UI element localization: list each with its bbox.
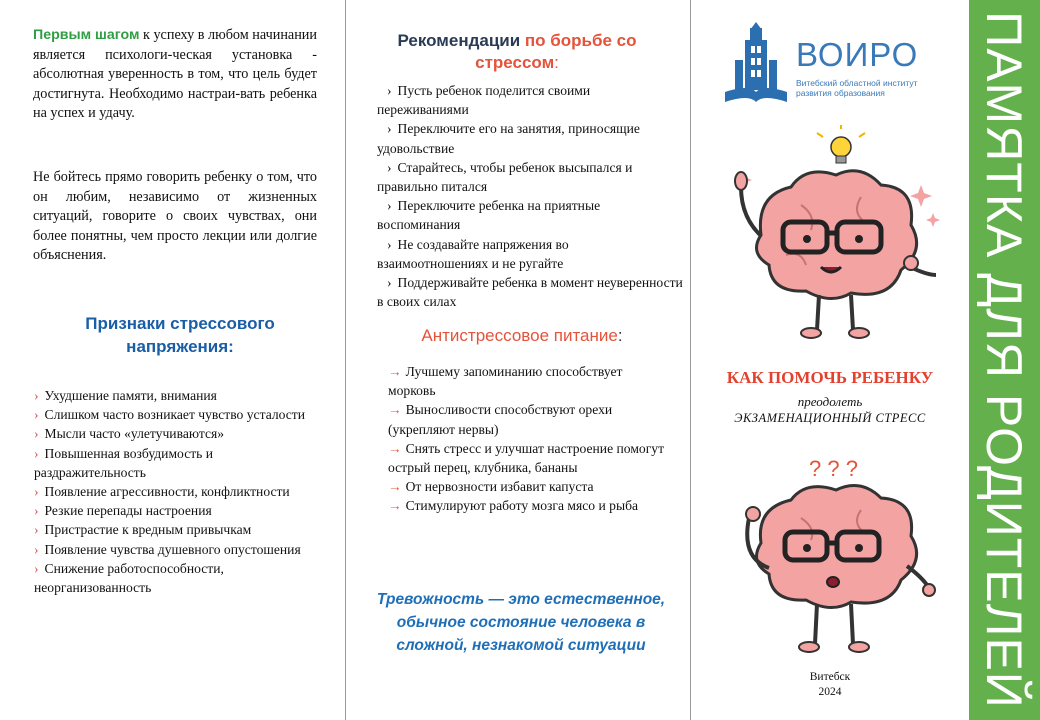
recommendations-heading: Рекомендации по борьбе со стрессом: <box>397 31 637 72</box>
list-item: › Переключите его на занятия, приносящие удовольствие <box>377 121 640 156</box>
list-item: → От нервозности избавит капуста <box>388 479 594 495</box>
arrow-right-icon: → <box>388 498 402 514</box>
title-band <box>969 0 1040 720</box>
chevron-icon: › <box>387 198 392 214</box>
arrow-right-icon: → <box>388 440 402 456</box>
list-item: › Появление агрессивности, конфликтности <box>34 484 290 500</box>
first-step-highlight: Первым шагом <box>33 27 140 43</box>
anxiety-quote: Тревожность — это естественное, обычное состояние человека в сложной, незнакомой ситуации <box>376 591 666 654</box>
cover-headline: КАК ПОМОЧЬ РЕБЕНКУ <box>726 368 934 387</box>
cover-exam-stress: ЭКЗАМЕНАЦИОННЫЙ СТРЕСС <box>734 411 926 425</box>
list-item: › Снижение работоспособности, неорганизованность <box>34 560 224 596</box>
chevron-icon: › <box>387 83 392 98</box>
food-list <box>388 362 668 516</box>
list-item: › Пусть ребенок поделится своими переживаниями <box>377 83 591 118</box>
list-item: › Слишком часто возникает чувство усталости <box>34 407 306 423</box>
chevron-icon: › <box>387 121 392 137</box>
city: Витебск <box>809 671 851 683</box>
voiro-logo <box>721 22 953 108</box>
list-item: → Лучшему запоминанию способствует морковь <box>388 364 623 399</box>
cover-panel <box>691 0 969 720</box>
city-year <box>691 670 969 700</box>
list-item: → Стимулируют работу мозга мясо и рыба <box>388 498 639 514</box>
chevron-icon: › <box>34 445 39 461</box>
list-item: › Мысли часто «улетучиваются» <box>34 426 225 442</box>
column-divider <box>345 0 346 720</box>
chevron-icon: › <box>34 503 39 519</box>
band-title: ПАМЯТКА ДЛЯ РОДИТЕЛЕЙ <box>976 11 1032 709</box>
logo-subtitle: Витебский областной институт развития образования <box>796 78 918 98</box>
chevron-icon: › <box>34 484 39 500</box>
cover-subtitle: преодолеть <box>797 394 863 409</box>
chevron-icon: › <box>34 560 39 576</box>
arrow-right-icon: → <box>388 402 402 418</box>
chevron-icon: › <box>387 159 392 175</box>
anti-stress-food-heading: Антистрессовое питание: <box>421 326 623 345</box>
list-item: › Ухудшение памяти, внимания <box>34 388 217 403</box>
lightbulb-icon <box>817 125 865 163</box>
intro-paragraph <box>33 26 317 124</box>
institute-logo-icon <box>721 22 791 108</box>
question-marks-icon: ? ? ? <box>809 456 858 481</box>
year: 2024 <box>818 686 842 698</box>
list-item: › Старайтесь, чтобы ребенок высыпался и правильно питался <box>377 159 633 195</box>
list-item: → Снять стресс и улучшат настроение помогут острый перец, клубника, бананы <box>388 440 665 476</box>
list-item: › Повышенная возбудимость и раздражительность <box>34 445 214 480</box>
chevron-icon: › <box>387 275 392 291</box>
list-item: › Не создавайте напряжения во взаимоотношениях и не ругайте <box>377 236 569 271</box>
chevron-icon: › <box>34 541 39 557</box>
chevron-icon: › <box>387 236 392 252</box>
list-item: › Переключите ребенка на приятные воспоминания <box>377 198 601 233</box>
chevron-icon: › <box>34 388 39 403</box>
list-item: › Резкие перепады настроения <box>34 503 212 519</box>
left-panel <box>0 0 345 720</box>
arrow-right-icon: → <box>388 364 402 379</box>
happy-brain-illustration <box>711 125 961 345</box>
logo-name: ВОИРО <box>796 36 919 73</box>
love-paragraph: Не бойтесь прямо говорить ребенку о том, что он любим, независимо от жизненных ситуаций, говорите о своих чувствах, они более понятны, чем просто лекции или долгие объяснения. <box>33 169 317 263</box>
chevron-icon: › <box>34 522 39 538</box>
list-item: › Поддерживайте ребенка в момент неуверенности в своих силах <box>377 275 683 310</box>
chevron-icon: › <box>34 426 39 442</box>
intro-text: к успеху в любом начинании является психологи-ческая установка - абсолютная уверенность в том, что цель будет достигнута. Необходимо настраи-вать ребенка на успех и удачу. <box>33 27 317 121</box>
list-item: › Пристрастие к вредным привычкам <box>34 522 252 538</box>
recommendations-list <box>377 81 683 311</box>
stress-signs-heading: Признаки стрессового напряжения: <box>85 314 275 356</box>
list-item: › Появление чувства душевного опустошения <box>34 541 301 557</box>
middle-panel <box>347 0 690 720</box>
worried-brain-illustration <box>711 448 961 663</box>
list-item: → Выносливости способствуют орехи (укрепляют нервы) <box>388 402 613 437</box>
stress-signs-list <box>34 386 324 597</box>
arrow-right-icon: → <box>388 479 402 495</box>
chevron-icon: › <box>34 407 39 423</box>
